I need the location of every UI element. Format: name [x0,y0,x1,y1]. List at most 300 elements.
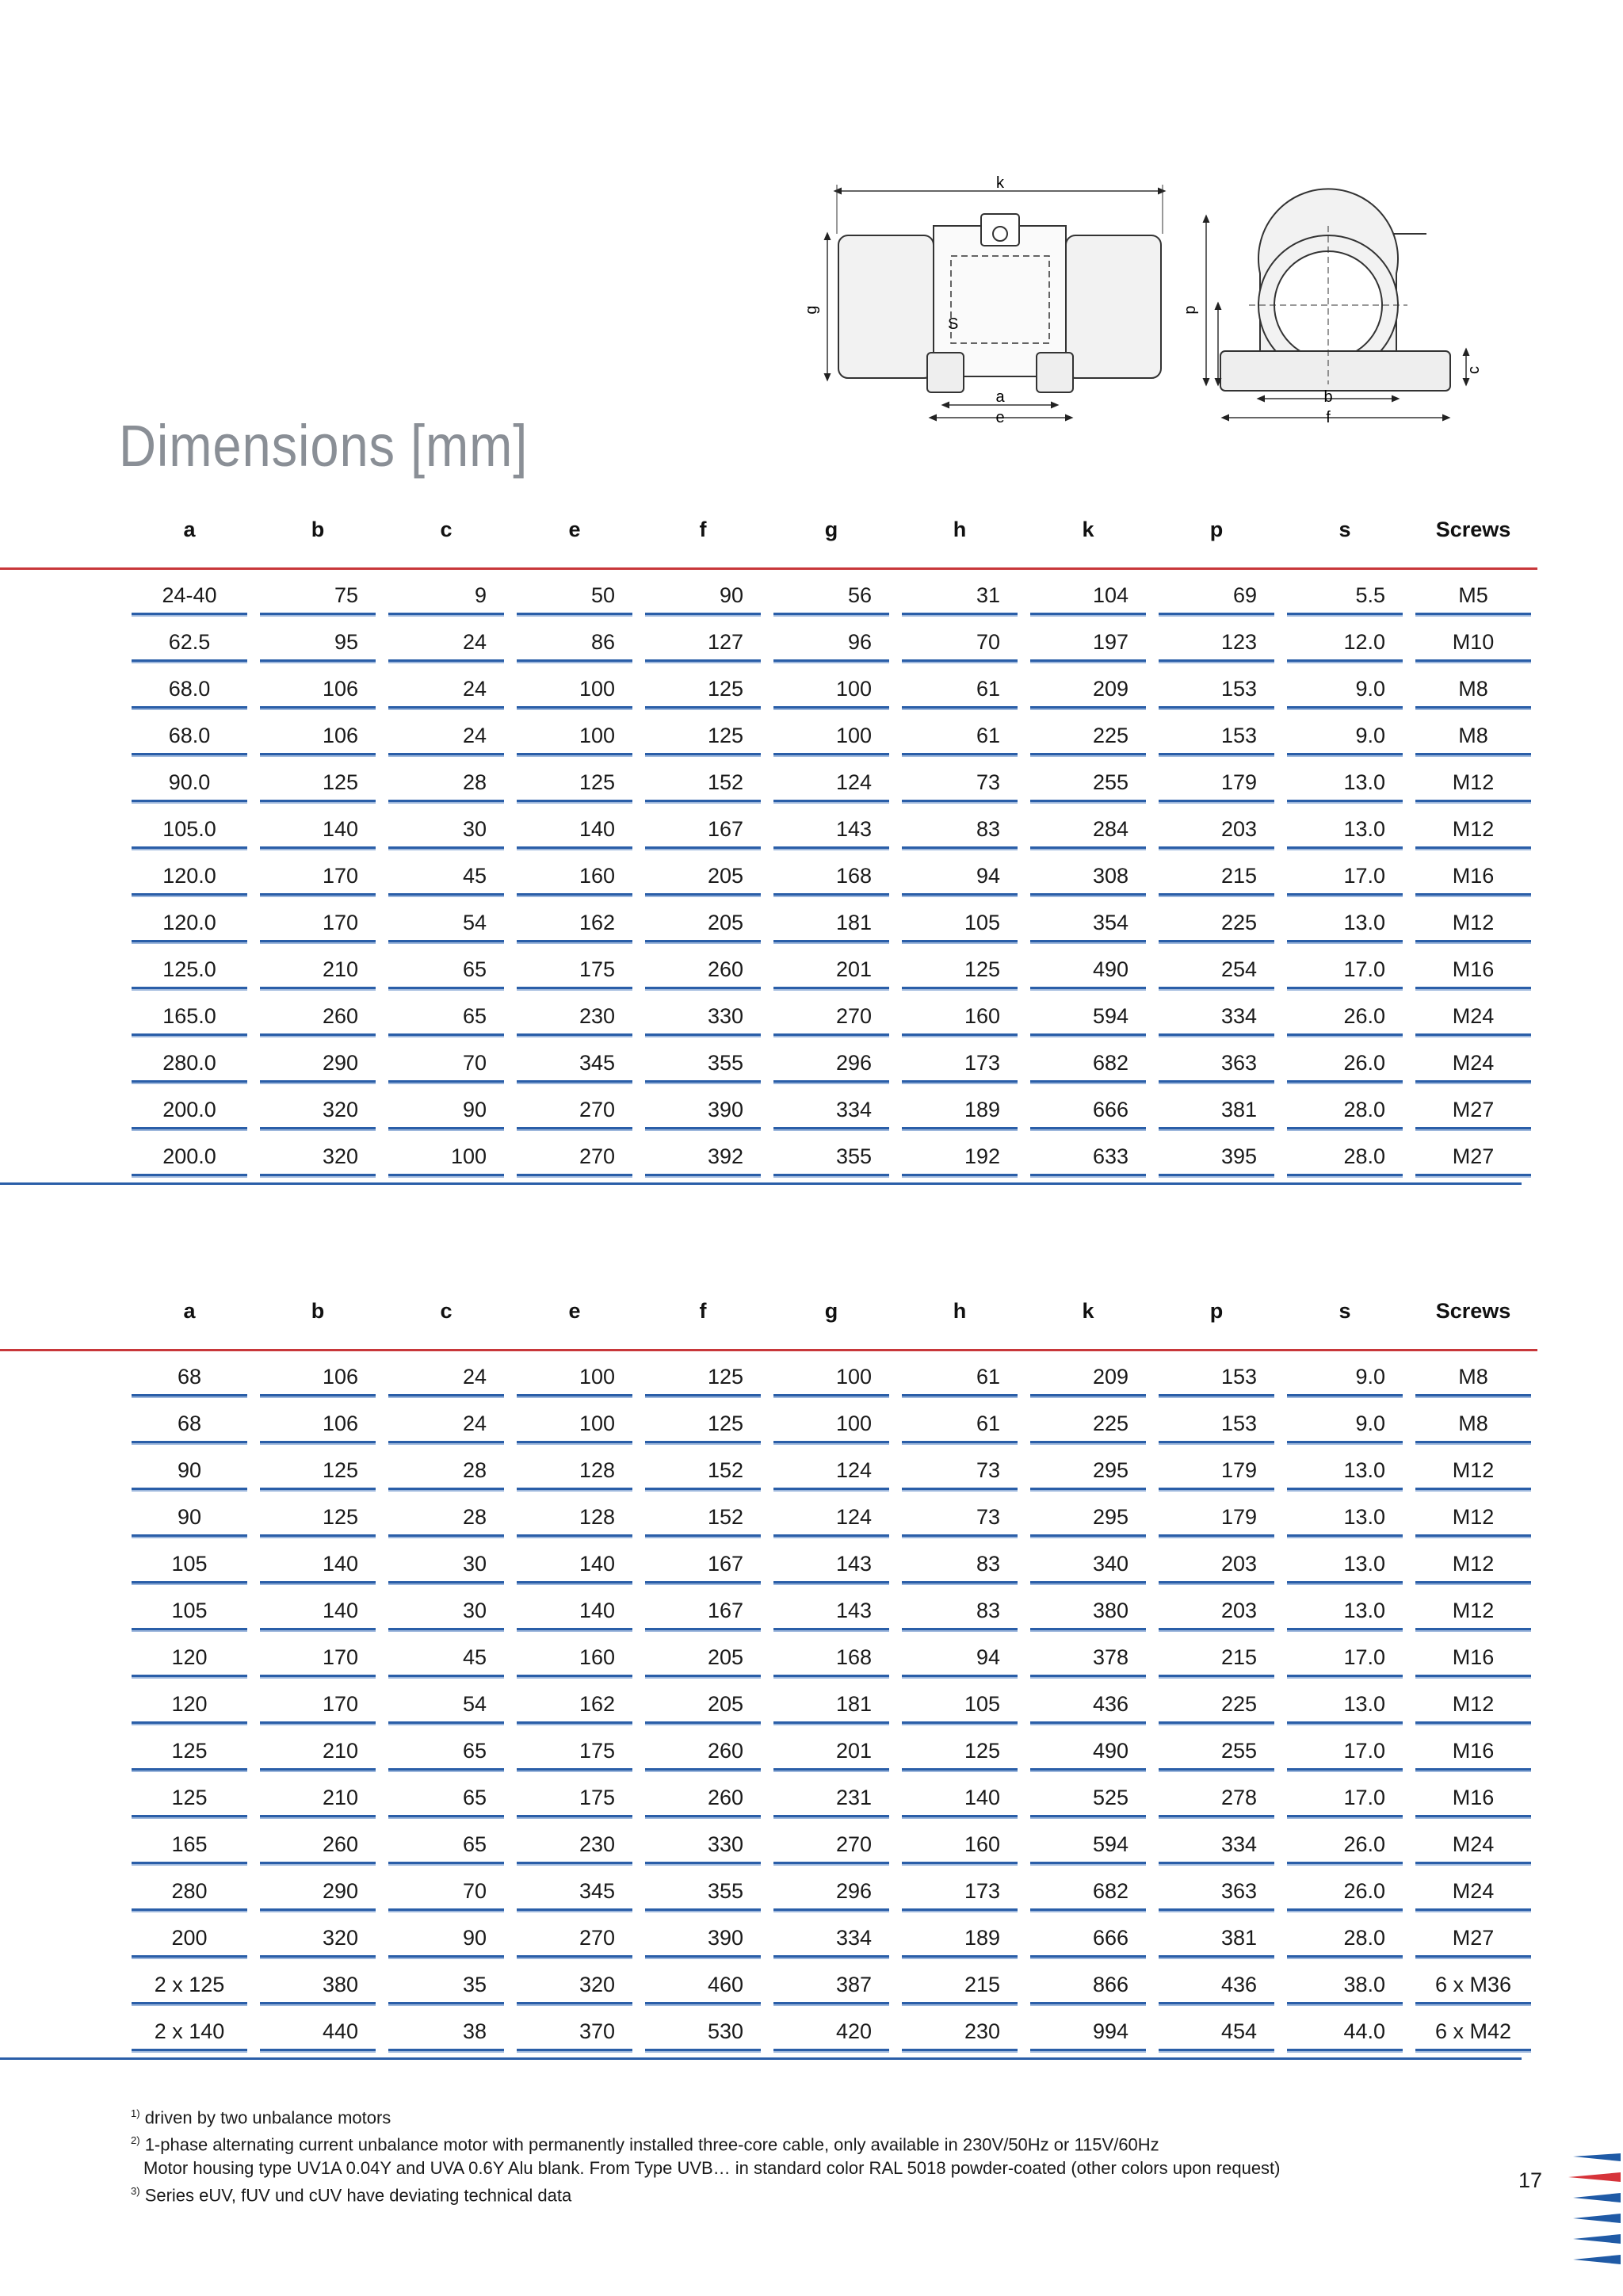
table-row [0,897,1537,944]
table-cell: 35 [388,1968,504,2004]
col-header-c: c [382,1273,510,1351]
table-cell: 90 [388,1093,504,1129]
table-cell: 167 [645,1594,761,1630]
table-cell: M27 [1415,1093,1531,1129]
table-cell: 9.0 [1287,719,1403,755]
table-cell: 100 [773,1407,889,1443]
table-cell: 215 [902,1968,1018,2004]
table-cell: 105 [902,1687,1018,1724]
table-cell: 28 [388,1500,504,1537]
table-cell: 436 [1030,1687,1146,1724]
table-cell: 124 [773,1500,889,1537]
table-cell: 90.0 [132,766,247,802]
table-cell: 381 [1159,1921,1274,1958]
table-row [0,2006,1537,2053]
table-cell: 205 [645,1641,761,1677]
table-cell: 38 [388,2015,504,2051]
table-cell: 153 [1159,1360,1274,1396]
table-cell: 140 [517,812,632,849]
label-k: k [996,174,1004,192]
table-cell: 140 [260,1594,376,1630]
table-cell: 17.0 [1287,1641,1403,1677]
table-cell: 104 [1030,579,1146,615]
col-header-s: s [1281,491,1409,570]
table-cell: 436 [1159,1968,1274,2004]
table-cell: 120.0 [132,906,247,942]
table-cell: 255 [1159,1734,1274,1771]
table-cell: M8 [1415,1360,1531,1396]
table-cell: 24-40 [132,579,247,615]
col-header-f: f [639,1273,767,1351]
table-cell: M16 [1415,1781,1531,1817]
table-row [0,1445,1537,1492]
table-cell: 189 [902,1921,1018,1958]
table-cell: 284 [1030,812,1146,849]
table-row [0,1351,1537,1398]
table-cell: 140 [517,1547,632,1584]
table-cell: 390 [645,1921,761,1958]
footnote-2: $^{2)}$ 1-phase alternating current unbalance motor with permanently installed three-core cable, only available in 230V/50Hz or 115V/60Hz [131,2134,1159,2155]
table-cell: 160 [902,1828,1018,1864]
table-cell: 95 [260,625,376,662]
table-cell: 370 [517,2015,632,2051]
table-cell: 73 [902,1454,1018,1490]
table-cell: 83 [902,1594,1018,1630]
table-cell: 125 [902,1734,1018,1771]
table-cell: 209 [1030,1360,1146,1396]
table-cell: 90 [132,1500,247,1537]
table-cell: 175 [517,1781,632,1817]
table-cell: 260 [260,999,376,1036]
table-cell: 420 [773,2015,889,2051]
table-cell: 73 [902,766,1018,802]
table-cell: 2 x 125 [132,1968,247,2004]
table-row [0,1037,1537,1084]
table-cell: 173 [902,1046,1018,1083]
front-view [1206,189,1466,418]
label-g: g [803,305,820,315]
table-cell: 30 [388,1594,504,1630]
table-cell: 381 [1159,1093,1274,1129]
table-cell: 70 [388,1046,504,1083]
table-cell: 270 [517,1093,632,1129]
label-a: a [995,388,1005,406]
table-cell: 205 [645,859,761,896]
side-view [827,185,1163,418]
table-cell: 125 [517,766,632,802]
table-cell: 201 [773,1734,889,1771]
table-cell: 594 [1030,999,1146,1036]
table-cell: 260 [645,1734,761,1771]
table-cell: 30 [388,1547,504,1584]
label-e: e [995,409,1005,426]
col-header-screws: Screws [1409,491,1537,570]
table-cell: 94 [902,859,1018,896]
table-cell: 5.5 [1287,579,1403,615]
table-cell: 203 [1159,1547,1274,1584]
table-row [0,617,1537,663]
table-cell: 106 [260,1360,376,1396]
table-cell: 28 [388,766,504,802]
dimensions-table-2 [0,1273,1537,2053]
table-cell: 105.0 [132,812,247,849]
table-cell: 340 [1030,1547,1146,1584]
table-cell: 380 [260,1968,376,2004]
table-cell: 173 [902,1874,1018,1911]
table-cell: 260 [645,1781,761,1817]
table-cell: 90 [132,1454,247,1490]
table-bottom-rule [0,1182,1522,1185]
table-cell: 45 [388,1641,504,1677]
table-cell: 28 [388,1454,504,1490]
col-header-screws: Screws [1409,1273,1537,1351]
table-row [0,991,1537,1037]
table-cell: 125 [645,1360,761,1396]
table-cell: 9.0 [1287,672,1403,709]
col-header-c: c [382,491,510,570]
table-cell: 308 [1030,859,1146,896]
table-cell: 203 [1159,812,1274,849]
table-row [0,570,1537,617]
col-header-k: k [1024,491,1152,570]
table-cell: 380 [1030,1594,1146,1630]
table-cell: M27 [1415,1921,1531,1958]
table-cell: 106 [260,719,376,755]
table-cell: 24 [388,672,504,709]
table-cell: 345 [517,1046,632,1083]
table-cell: 210 [260,1781,376,1817]
table-cell: 354 [1030,906,1146,942]
table-cell: 90 [645,579,761,615]
table-cell: 270 [773,1828,889,1864]
table-cell: 230 [902,2015,1018,2051]
col-header-e: e [510,1273,639,1351]
footnote-2-cont: Motor housing type UV1A 0.04Y and UVA 0.6Y Alu blank. From Type UVB… in standard color RAL 5018 powder-coated (other colors upon request) [143,2157,1281,2178]
table-cell: 152 [645,766,761,802]
table-cell: 31 [902,579,1018,615]
table-cell: 65 [388,1734,504,1771]
table-bottom-rule [0,2057,1522,2060]
table-cell: 125 [132,1781,247,1817]
table-row [0,663,1537,710]
table-cell: 203 [1159,1594,1274,1630]
table-cell: 83 [902,1547,1018,1584]
table-cell: 13.0 [1287,1500,1403,1537]
col-header-b: b [254,491,382,570]
table-cell: 68.0 [132,672,247,709]
table-cell: M24 [1415,1046,1531,1083]
table-cell: 68 [132,1360,247,1396]
table-cell: 192 [902,1140,1018,1176]
table-cell: 334 [773,1093,889,1129]
table-cell: M12 [1415,1547,1531,1584]
table-cell: 334 [1159,1828,1274,1864]
table-cell: 68.0 [132,719,247,755]
table-cell: 61 [902,1360,1018,1396]
table-cell: 167 [645,812,761,849]
col-header-b: b [254,1273,382,1351]
table-cell: 100 [517,1360,632,1396]
table-cell: 140 [517,1594,632,1630]
table-cell: 594 [1030,1828,1146,1864]
table-cell: 320 [260,1921,376,1958]
table-cell: 525 [1030,1781,1146,1817]
table-cell: 165 [132,1828,247,1864]
table-cell: 61 [902,719,1018,755]
table-cell: 320 [260,1093,376,1129]
table-cell: 866 [1030,1968,1146,2004]
table-cell: 162 [517,906,632,942]
table-cell: 45 [388,859,504,896]
table-cell: 125 [645,1407,761,1443]
table-cell: 54 [388,906,504,942]
table-cell: 96 [773,625,889,662]
table-cell: 123 [1159,625,1274,662]
col-header-p: p [1152,491,1281,570]
table-row [0,1679,1537,1725]
table-row [0,1632,1537,1679]
table-cell: 363 [1159,1874,1274,1911]
table-cell: M24 [1415,999,1531,1036]
table-cell: 666 [1030,1093,1146,1129]
table-cell: 334 [1159,999,1274,1036]
table-cell: 125 [645,719,761,755]
table-cell: 160 [517,1641,632,1677]
table-cell: 140 [260,1547,376,1584]
table-row [0,1819,1537,1866]
table-cell: 13.0 [1287,1454,1403,1490]
table-row [0,944,1537,991]
table-cell: 363 [1159,1046,1274,1083]
table-cell: 189 [902,1093,1018,1129]
table-cell: 355 [773,1140,889,1176]
table-cell: 61 [902,1407,1018,1443]
col-header-p: p [1152,1273,1281,1351]
table-row [0,710,1537,757]
table-cell: M16 [1415,1641,1531,1677]
table-cell: 290 [260,1874,376,1911]
table-cell: 290 [260,1046,376,1083]
table-cell: 320 [517,1968,632,2004]
label-c: c [1465,366,1483,374]
table-cell: 9.0 [1287,1407,1403,1443]
table-cell: 168 [773,859,889,896]
table-cell: 128 [517,1454,632,1490]
table-cell: 278 [1159,1781,1274,1817]
table-cell: 334 [773,1921,889,1958]
table-cell: 215 [1159,1641,1274,1677]
table-cell: 75 [260,579,376,615]
table-cell: 254 [1159,953,1274,989]
table-cell: 225 [1159,1687,1274,1724]
table-cell: 125 [260,766,376,802]
table-cell: 54 [388,1687,504,1724]
table-cell: 13.0 [1287,1547,1403,1584]
table-cell: M12 [1415,812,1531,849]
table-cell: 330 [645,1828,761,1864]
table-cell: 2 x 140 [132,2015,247,2051]
table-cell: 61 [902,672,1018,709]
table-cell: 28.0 [1287,1921,1403,1958]
table-cell: 225 [1030,719,1146,755]
table-cell: 666 [1030,1921,1146,1958]
table-cell: 387 [773,1968,889,2004]
table-cell: M8 [1415,1407,1531,1443]
table-cell: 231 [773,1781,889,1817]
table-cell: 225 [1030,1407,1146,1443]
col-header-s: s [1281,1273,1409,1351]
table-cell: M16 [1415,953,1531,989]
table-row [0,1084,1537,1131]
table-cell: 83 [902,812,1018,849]
label-s: S [948,315,959,333]
table-cell: 153 [1159,1407,1274,1443]
table-cell: 50 [517,579,632,615]
table-cell: 392 [645,1140,761,1176]
table-cell: 280 [132,1874,247,1911]
footnote-3: $^{3)}$ Series eUV, fUV und cUV have deviating technical data [131,2184,572,2205]
table-cell: M10 [1415,625,1531,662]
table-cell: 26.0 [1287,1874,1403,1911]
table-cell: 378 [1030,1641,1146,1677]
table-cell: 170 [260,859,376,896]
brand-stripes-logo [1565,2152,1621,2279]
table-cell: 128 [517,1500,632,1537]
table-cell: 152 [645,1454,761,1490]
table-cell: 143 [773,1594,889,1630]
table-cell: 143 [773,1547,889,1584]
table-row [0,757,1537,804]
table-cell: 205 [645,1687,761,1724]
table-cell: 70 [388,1874,504,1911]
table-cell: 201 [773,953,889,989]
table-cell: 13.0 [1287,1594,1403,1630]
table-cell: 24 [388,719,504,755]
table-row [0,1398,1537,1445]
table-cell: M24 [1415,1874,1531,1911]
table-cell: 175 [517,953,632,989]
table-cell: 181 [773,906,889,942]
table-cell: 62.5 [132,625,247,662]
table-cell: M27 [1415,1140,1531,1176]
table-cell: 140 [902,1781,1018,1817]
table-cell: 120.0 [132,859,247,896]
table-cell: 100 [773,719,889,755]
table-cell: M12 [1415,1454,1531,1490]
table-cell: 17.0 [1287,953,1403,989]
table-cell: 197 [1030,625,1146,662]
table-cell: 65 [388,953,504,989]
table-cell: 44.0 [1287,2015,1403,2051]
table-cell: 100 [773,672,889,709]
table-cell: 490 [1030,1734,1146,1771]
table-cell: 162 [517,1687,632,1724]
table-cell: 125 [645,672,761,709]
table-cell: M12 [1415,1687,1531,1724]
table-cell: 270 [773,999,889,1036]
table-cell: 280.0 [132,1046,247,1083]
col-header-h: h [896,491,1024,570]
table-cell: 125 [260,1500,376,1537]
table-row [0,850,1537,897]
label-f: f [1326,409,1331,426]
table-cell: 86 [517,625,632,662]
table-cell: 124 [773,766,889,802]
table-cell: 175 [517,1734,632,1771]
table-cell: 6 x M42 [1415,2015,1531,2051]
table-cell: 13.0 [1287,812,1403,849]
footnotes [131,2102,1281,2206]
table-cell: 200.0 [132,1140,247,1176]
table-cell: 390 [645,1093,761,1129]
col-header-k: k [1024,1273,1152,1351]
table-row [0,1866,1537,1912]
table-cell: 209 [1030,672,1146,709]
page-number: 17 [1518,2168,1543,2192]
table-cell: 454 [1159,2015,1274,2051]
table-cell: 106 [260,672,376,709]
table-cell: 200 [132,1921,247,1958]
table-cell: 270 [517,1140,632,1176]
table-cell: 100 [517,1407,632,1443]
table-cell: 105 [902,906,1018,942]
table-cell: 106 [260,1407,376,1443]
table-cell: 105 [132,1547,247,1584]
table-cell: 120 [132,1641,247,1677]
table-cell: 140 [260,812,376,849]
table-cell: 125 [132,1734,247,1771]
label-p: p [1182,305,1199,315]
table-cell: 179 [1159,1500,1274,1537]
table-cell: 68 [132,1407,247,1443]
table-cell: 13.0 [1287,1687,1403,1724]
table-cell: 124 [773,1454,889,1490]
table-cell: 296 [773,1046,889,1083]
table-cell: 9 [388,579,504,615]
table-cell: 255 [1030,766,1146,802]
table-cell: 17.0 [1287,859,1403,896]
table-cell: 270 [517,1921,632,1958]
table-cell: 26.0 [1287,1828,1403,1864]
table-cell: 125 [260,1454,376,1490]
table-cell: 296 [773,1874,889,1911]
table-cell: 395 [1159,1140,1274,1176]
table-cell: 28.0 [1287,1140,1403,1176]
table-cell: 200.0 [132,1093,247,1129]
table-cell: 100 [517,672,632,709]
table-cell: 90 [388,1921,504,1958]
table-cell: 153 [1159,719,1274,755]
table-cell: 181 [773,1687,889,1724]
col-header-g: g [767,1273,896,1351]
table-cell: 125.0 [132,953,247,989]
col-header-a: a [125,491,254,570]
table-cell: 994 [1030,2015,1146,2051]
table-cell: 105 [132,1594,247,1630]
table-cell: 260 [260,1828,376,1864]
table-cell: 170 [260,1687,376,1724]
table-row [0,1585,1537,1632]
table-cell: 295 [1030,1500,1146,1537]
table-row [0,1538,1537,1585]
table-cell: 26.0 [1287,1046,1403,1083]
table-cell: M12 [1415,766,1531,802]
table-cell: 179 [1159,766,1274,802]
table-cell: 225 [1159,906,1274,942]
table-cell: 6 x M36 [1415,1968,1531,2004]
table-cell: 230 [517,1828,632,1864]
table-cell: 230 [517,999,632,1036]
